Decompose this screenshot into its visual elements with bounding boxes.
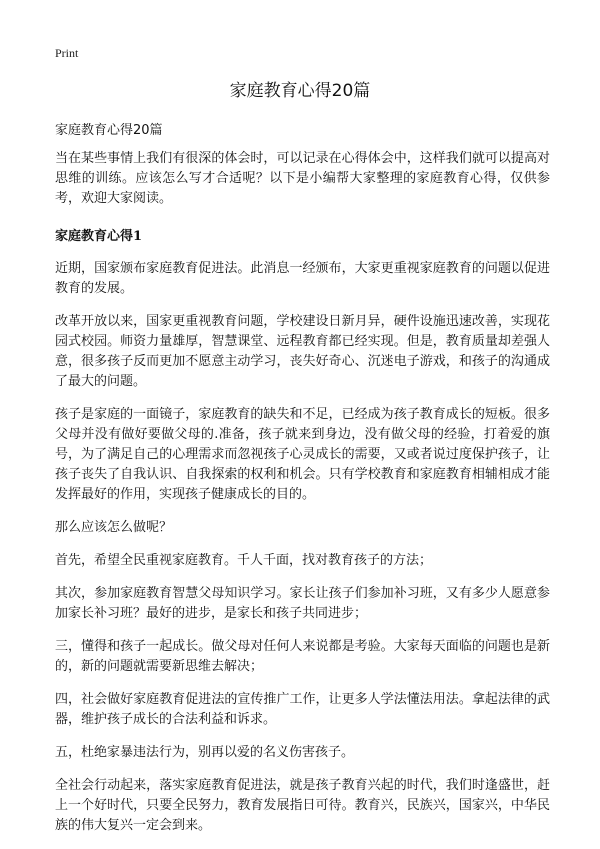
article-subtitle: 家庭教育心得20篇 <box>55 123 163 138</box>
article-body <box>55 121 550 849</box>
intro-paragraph: 当在某些事情上我们有很深的体会时，可以记录在心得体会中，这样我们就可以提高对思维的训练。应该怎么写才合适呢？以下是小编帮大家整理的家庭教育心得，仅供参考，欢迎大家阅读。 <box>55 151 550 206</box>
body-paragraph: 孩子是家庭的一面镜子，家庭教育的缺失和不足，已经成为孩子教育成长的短板。很多父母并没有做好要做父母的.准备，孩子就来到身边，没有做父母的经验，打着爱的旗号，为了满足自己的心理需求而忽视孩子心灵成长的需要，又或者说过度保护孩子，让孩子丧失了自我认识、自我探索的权利和机会。只有学校教育和家庭教育相辅相成才能发挥最好的作用，实现孩子健康成长的目的。 <box>55 407 550 502</box>
print-link[interactable]: Print <box>55 46 79 60</box>
body-paragraph: 五，杜绝家暴违法行为，别再以爱的名义伤害孩子。 <box>55 745 355 760</box>
page-title: 家庭教育心得20篇 <box>229 81 371 101</box>
body-paragraph: 近期，国家颁布家庭教育促进法。此消息一经颁布，大家更重视家庭教育的问题以促进教育的发展。 <box>55 261 550 296</box>
body-paragraph: 那么应该怎么做呢？ <box>55 520 173 535</box>
body-paragraph: 三，懂得和孩子一起成长。做父母对任何人来说都是考验。大家每天面临的问题也是新的，新的问题就需要新思维去解决； <box>55 639 550 674</box>
section-heading: 家庭教育心得1 <box>55 229 143 244</box>
body-paragraph: 全社会行动起来，落实家庭教育促进法，就是孩子教育兴起的时代，我们时逢盛世，赶上一个好时代，只要全民努力，教育发展指日可待。教育兴，民族兴，国家兴，中华民族的伟大复兴一定会到来。 <box>55 778 550 833</box>
body-paragraph: 四，社会做好家庭教育促进法的宣传推广工作，让更多人学法懂法用法。拿起法律的武器，维护孩子成长的合法利益和诉求。 <box>55 692 550 727</box>
body-paragraph: 其次，参加家庭教育智慧父母知识学习。家长让孩子们参加补习班，又有多少人愿意参加家长补习班？最好的进步，是家长和孩子共同进步； <box>55 586 550 621</box>
body-paragraph: 改革开放以来，国家更重视教育问题，学校建设日新月异，硬件设施迅速改善，实现花园式校园。师资力量雄厚，智慧课堂、远程教育都已经实现。但是，教育质量却差强人意，很多孩子反而更加不愿意主动学习，丧失好奇心、沉迷电子游戏，和孩子的沟通成了最大的问题。 <box>55 314 550 389</box>
body-paragraph: 首先，希望全民重视家庭教育。千人千面，找对教育孩子的方法； <box>55 553 433 568</box>
